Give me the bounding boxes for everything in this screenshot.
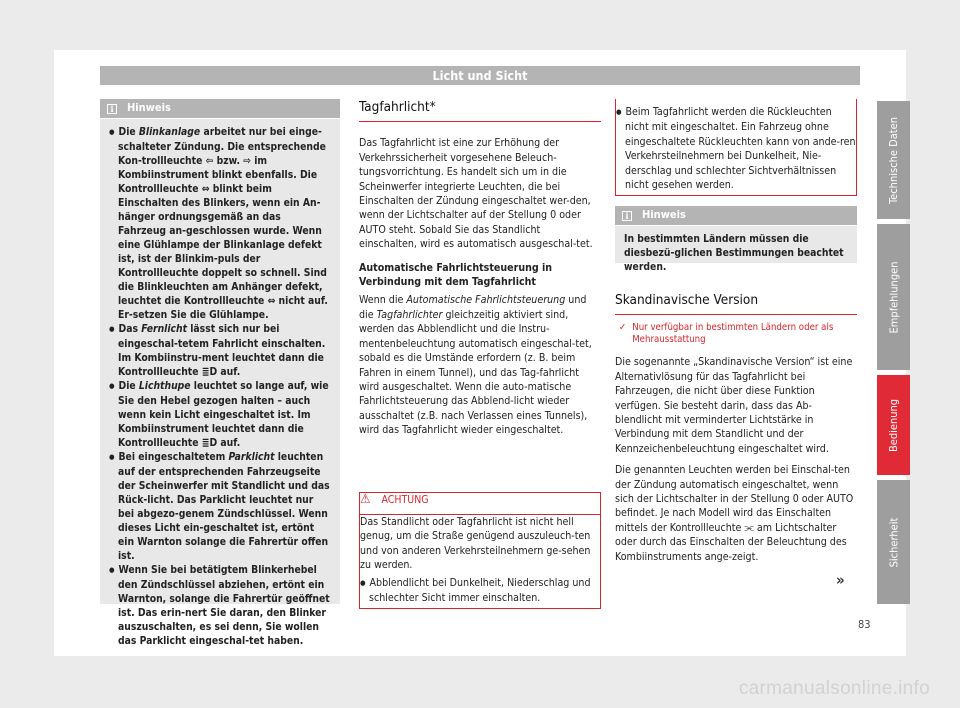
hint-2-body: In bestimmten Ländern müssen die diesbezü-glichen Bestimmungen beachtet werden. bbox=[624, 233, 844, 273]
tab-sicherheit[interactable]: Sicherheit bbox=[877, 480, 910, 604]
warning-box-continued bbox=[615, 99, 857, 196]
warning-text: Das Standlicht oder Tagfahrlicht ist nicht hell genug, um die Straße genügend auszuleuch-ten und von anderen Verkehrsteilnehmern ge-sehen zu werden. bbox=[360, 516, 591, 572]
warning-box-achtung bbox=[359, 492, 601, 609]
warning-title: ACHTUNG bbox=[381, 494, 429, 506]
availability-note bbox=[615, 322, 857, 345]
hint-bullet-parklicht: ● Bei eingeschaltetem Parklicht leuchten auf der entsprechenden Fahrzeugseite der Scheinwerfer mit Standlicht und das Rück-licht. Das Parklicht leuchtet nur bei abgezo-genem Zündschlüssel. Wenn dieses Licht ein-geschaltet ist, ertönt ein Warnton solange die Fahrertür offen ist. bbox=[109, 450, 332, 563]
hint-bullet-lichthupe: ● Die Lichthupe leuchtet so lange auf, wie Sie den Hebel gezogen halten – auch wenn kein Licht eingeschaltet ist. Im Kombiinstrument leuchtet dann die Kontrollleuchte ≣D auf. bbox=[109, 379, 332, 450]
warning-body bbox=[360, 515, 600, 605]
hint-box-body bbox=[100, 119, 340, 655]
availability-note-text: Nur verfügbar in bestimmten Ländern oder als Mehrausstattung bbox=[632, 322, 834, 345]
subheading-fahrlichtsteuerung: Automatische Fahrlichtsteuerung in Verbindung mit dem Tagfahrlicht bbox=[359, 261, 553, 289]
section-title-tagfahrlicht: Tagfahrlicht* bbox=[359, 100, 601, 122]
section-title-skandinavisch: Skandinavische Version bbox=[615, 293, 857, 315]
warning-bullet-rueckleuchten: ● Beim Tagfahrlicht werden die Rückleuchten nicht mit eingeschaltet. Ein Fahrzeug ohne eingeschaltete Rückleuchten kann von ande-ren Verkehrsteilnehmern bei Dunkelheit, Nie-derschlag und schlechter Sichtverhältnissen nicht gesehen werden. bbox=[616, 105, 856, 192]
info-icon: i bbox=[107, 104, 117, 114]
checkmark-icon: ✓ bbox=[619, 322, 627, 334]
warning-bullet: ● Abblendlicht bei Dunkelheit, Niederschlag und schlechter Sicht immer einschalten. bbox=[360, 576, 600, 606]
paragraph-skandinavisch-1: Die sogenannte „Skandinavische Version“ ist eine Alternativlösung für das Tagfahrlicht bei Fahrzeugen, die nicht über diese Funktion verfügen. Sie besteht darin, dass das Ab-blendlicht mit verminderter Lichtstärke in Verbindung mit dem Standlicht und der Kennzeichenbeleuchtung eingeschaltet wird. bbox=[615, 356, 853, 455]
tab-bedienung[interactable]: Bedienung bbox=[877, 375, 910, 475]
tab-technische-daten[interactable]: Technische Daten bbox=[877, 101, 910, 219]
info-icon: i bbox=[622, 211, 632, 221]
column-tagfahrlicht bbox=[359, 100, 601, 445]
hint-bullet-warnton: ● Wenn Sie bei betätigtem Blinkerhebel den Zündschlüssel abziehen, ertönt ein Warnton, solange die Fahrertür geöffnet ist. Das erin-nert Sie daran, den Blinker auszuschalten, es sei denn, Sie wollen das Parklicht eingeschal-tet haben. bbox=[109, 563, 332, 648]
paragraph-fahrlichtsteuerung: Wenn die Automatische Fahrlichtsteuerung und die Tagfahrlichter gleichzeitig aktiviert sind, werden das Abblendlicht und die Instru-mentenbeleuchtung automatisch eingeschal-tet, sobald es die Umstände erfordern (z. B. beim Fahren in einem Tunnel), und das Tag-fahrlicht wird ausgeschaltet. Wenn die auto-matische Fahrlichtsteuerung das Abblend-licht wieder ausschaltet (z.B. nach Verlassen eines Tunnels), wird das Tagfahrlicht wieder eingeschaltet. bbox=[359, 294, 592, 437]
warning-continued-body bbox=[616, 99, 856, 192]
warning-triangle-icon: ⚠ bbox=[360, 492, 371, 507]
hint-2-title: Hinweis bbox=[642, 208, 686, 222]
section-header: Licht und Sicht bbox=[100, 66, 860, 85]
hint-title: Hinweis bbox=[127, 101, 171, 115]
hint-box-2-header bbox=[615, 206, 857, 226]
continue-arrow-icon: » bbox=[836, 571, 845, 589]
hint-bullet-blinkanlage: ● Die Blinkanlage arbeitet nur bei einge-schalteter Zündung. Die entsprechende Kon-trollleuchte ⇦ bzw. ⇨ im Kombiinstrument blinkt ebenfalls. Die Kontrollleuchte ⇔ blinkt beim Einschalten des Blinkers, wenn ein An-hänger ordnungsgemäß an das Fahrzeug an-geschlossen wurde. Wenn eine Glühlampe der Blinkanlage defekt ist, ist der Blinkim-puls der Kontrollleuchte doppelt so schnell. Sind die Blinkleuchten am Anhänger defekt, leuchtet die Kontrollleuchte ⇔ nicht auf. Er-setzen Sie die Glühlampe. bbox=[109, 125, 332, 322]
hint-box-header bbox=[100, 99, 340, 119]
warning-header bbox=[360, 493, 600, 515]
watermark: carmanualsonline.info bbox=[738, 678, 930, 699]
column-skandinavisch bbox=[615, 293, 857, 571]
hint-bullet-fernlicht: ● Das Fernlicht lässt sich nur bei eingeschal-tetem Fahrlicht einschalten. Im Kombiinstru-ment leuchtet dann die Kontrollleuchte ≣D auf. bbox=[109, 322, 332, 379]
tab-empfehlungen[interactable]: Empfehlungen bbox=[877, 224, 910, 370]
paragraph-skandinavisch-2: Die genannten Leuchten werden bei Einschal-ten der Zündung automatisch eingeschaltet, wenn sich der Lichtschalter in der Stellung 0 oder AUTO befindet. Je nach Modell wird das Einschalten mittels der Kontrollleuchte ⫘ am Lichtschalter oder durch das Einschalten der Beleuchtung des Kombiinstruments ange-zeigt. bbox=[615, 464, 854, 563]
paragraph-tagfahrlicht: Das Tagfahrlicht ist eine zur Erhöhung der Verkehrssicherheit vorgesehene Beleuch-tungsvorrichtung. Es handelt sich um in die Scheinwerfer integrierte Leuchten, die bei Einschalten der Zündung eingeschaltet wer-den, wenn der Lichtschalter auf der Stellung 0 oder AUTO steht. Sobald Sie das Standlicht einschalten, wird es automatisch ausgeschal-tet. bbox=[359, 137, 593, 251]
page-number: 83 bbox=[858, 618, 871, 631]
hint-box-2 bbox=[615, 206, 857, 273]
hint-box-1 bbox=[100, 99, 340, 647]
